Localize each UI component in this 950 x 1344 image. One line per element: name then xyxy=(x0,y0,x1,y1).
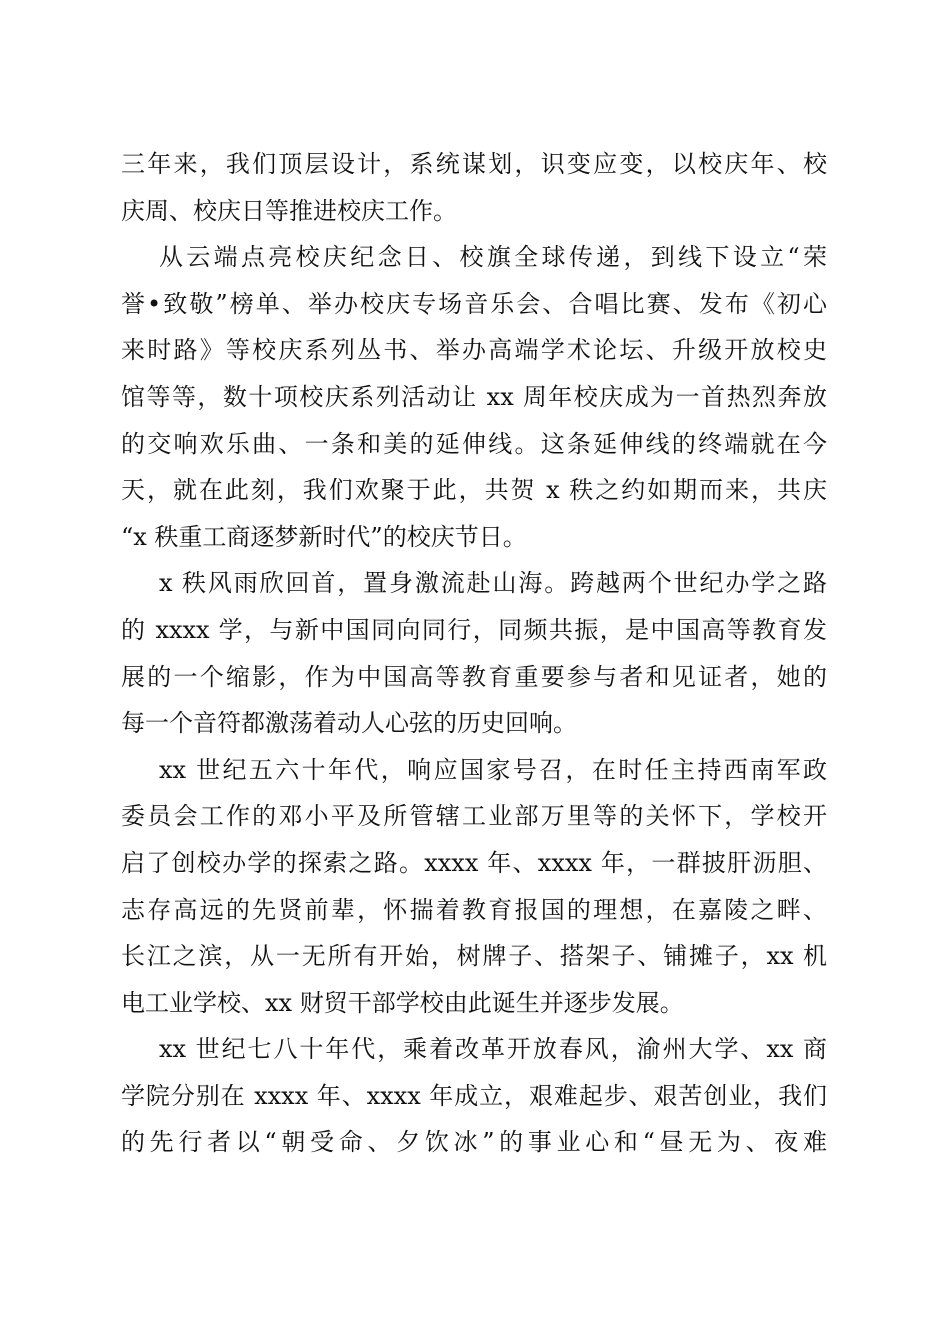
text-line: xx 世纪五六十年代，响应国家号召，在时任主持西南军政 xyxy=(159,755,827,784)
text-line: 天，就在此刻，我们欢聚于此，共贺 x 秩之约如期而来，共庆 xyxy=(121,476,827,505)
text-line: 委员会工作的邓小平及所管辖工业部万里等的关怀下，学校开 xyxy=(121,802,827,831)
paragraph xyxy=(121,1027,827,1164)
text-line: 学院分别在 xxxx 年、xxxx 年成立，艰难起步、艰苦创业，我们 xyxy=(121,1081,827,1110)
text-line: 三年来，我们顶层设计，系统谋划，识变应变，以校庆年、校 xyxy=(121,150,827,178)
text-line: 电工业学校、xx 财贸干部学校由此诞生并逐步发展。 xyxy=(121,988,684,1017)
text-line: 从云端点亮校庆纪念日、校旗全球传递，到线下设立“荣 xyxy=(159,243,827,272)
text-line: x 秩风雨欣回首，置身激流赴山海。跨越两个世纪办学之路 xyxy=(159,569,827,598)
document-body xyxy=(121,142,827,1167)
paragraph xyxy=(121,142,827,233)
text-line: 长江之滨，从一无所有开始，树牌子、搭架子、铺摊子，xx 机 xyxy=(121,942,827,971)
paragraph xyxy=(121,561,827,745)
text-line: 启了创校办学的探索之路。xxxx 年、xxxx 年，一群披肝沥胆、 xyxy=(121,848,827,877)
text-line: 誉•致敬”榜单、举办校庆专场音乐会、合唱比赛、发布《初心 xyxy=(121,289,827,318)
text-line: 的先行者以“朝受命、夕饮冰”的事业心和“昼无为、夜难 xyxy=(121,1128,827,1157)
paragraph xyxy=(121,235,827,559)
text-line: 志存高远的先贤前辈，怀揣着教育报国的理想，在嘉陵之畔、 xyxy=(121,895,827,924)
text-line: 馆等等，数十项校庆系列活动让 xx 周年校庆成为一首热烈奔放 xyxy=(121,382,827,411)
text-line: xx 世纪七八十年代，乘着改革开放春风，渝州大学、xx 商 xyxy=(159,1035,827,1064)
text-line: 庆周、校庆日等推进校庆工作。 xyxy=(121,196,457,225)
text-line: 展的一个缩影，作为中国高等教育重要参与者和见证者，她的 xyxy=(121,662,827,691)
paragraph xyxy=(121,748,827,1025)
text-line: “x 秩重工商逐梦新时代”的校庆节日。 xyxy=(121,522,527,551)
text-line: 的交响欢乐曲、一条和美的延伸线。这条延伸线的终端就在今 xyxy=(121,429,827,458)
text-line: 每一个音符都激荡着动人心弦的历史回响。 xyxy=(121,709,577,738)
text-line: 的 xxxx 学，与新中国同向同行，同频共振，是中国高等教育发 xyxy=(121,615,827,644)
text-line: 来时路》等校庆系列丛书、举办高端学术论坛、升级开放校史 xyxy=(121,336,827,365)
